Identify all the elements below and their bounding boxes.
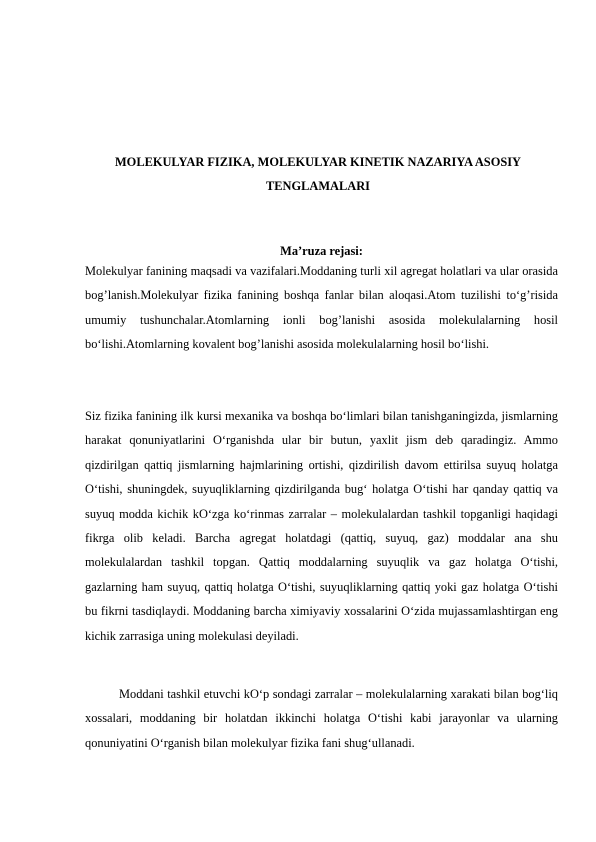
lecture-plan-text: Molekulyar fanining maqsadi va vazifalari.Moddaning turli xil agregat holatlari va ular orasida bog’lanish.Molekulyar fizika fanining boshqa fanlar bilan aloqasi.Atom tuzilishi to‘g’risida umumiy tushunchalar.Atomlarning ionli bog’lanishi asosida molekulalarning hosil bo‘lishi.Atomlarning kovalent bog’lanishi asosida molekulalarning hosil bo‘lishi. [85,264,558,352]
body-paragraph-1: Siz fizika fanining ilk kursi mexanika va boshqa bo‘limlari bilan tanishganingizda, jismlarning harakat qonuniyatlarini O‘rganishda ular bir butun, yaxlit jism deb qaradingiz. Ammo qizdirilgan qattiq jismlarning hajmlarining ortishi, qizdirilish davom ettirilsa suyuq holatga O‘tishi, shuningdek, suyuqliklarning qizdirilganda bug‘ holatga O‘tishi har qanday qattiq va suyuq modda kichik kO‘zga ko‘rinmas zarralar – molekulalardan tashkil topganligi haqidagi fikrga olib keladi. Barcha agregat holatdagi (qattiq, suyuq, gaz) moddalar ana shu molekulalardan tashkil topgan. Qattiq moddalarning suyuqlik va gaz holatga O‘tishi, gazlarning ham suyuq, qattiq holatga O‘tishi, suyuqliklarning qattiq yoki gaz holatga O‘tishi bu fikrni tasdiqlaydi. Moddaning barcha ximiyaviy xossalarini O‘zida mujassamlashtirgan eng kichik zarrasiga uning molekulasi deyiladi. [85,409,558,643]
document-title: MOLEKULYAR FIZIKA, MOLEKULYAR KINETIK NAZARIYA ASOSIY TENGLAMALARI [114,155,521,193]
lecture-plan-heading: Ma’ruza rejasi: [280,244,363,258]
body-paragraph-2: Moddani tashkil etuvchi kO‘p sondagi zarralar – molekulalarning xarakati bilan bog‘liq xossalari, moddaning bir holatdan ikkinchi holatga O‘tishi kabi jarayonlar va ularning qonuniyatini O‘rganish bilan molekulyar fizika fani shug‘ullanadi. [85,687,558,750]
